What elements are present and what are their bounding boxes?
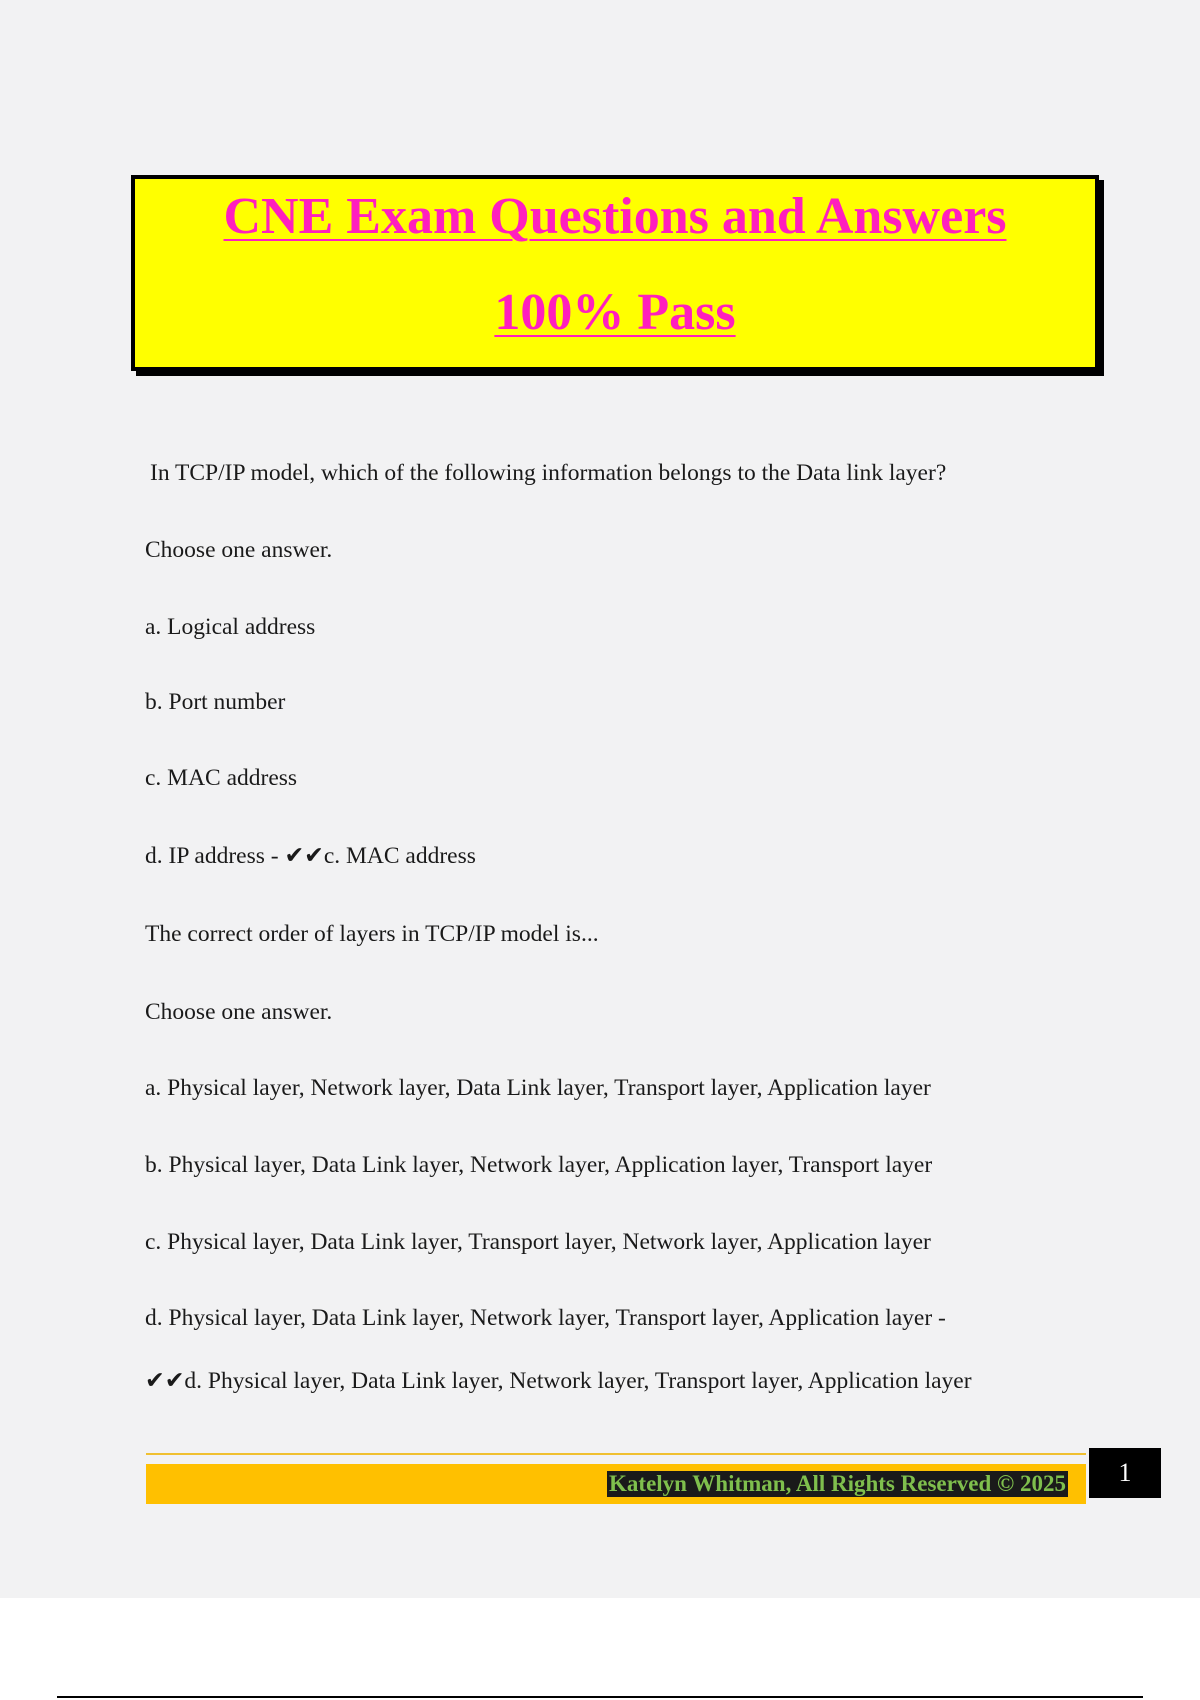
question-2-option-b: b. Physical layer, Data Link layer, Network layer, Application layer, Transport layer [145, 1152, 933, 1178]
title-box [131, 175, 1099, 371]
question-2-option-d: d. Physical layer, Data Link layer, Network layer, Transport layer, Application layer - [145, 1305, 946, 1331]
question-1-instruction: Choose one answer. [145, 537, 333, 563]
question-1-option-c: c. MAC address [145, 765, 298, 791]
footer-copyright: Katelyn Whitman, All Rights Reserved © 2025 [609, 1471, 1066, 1496]
title-line-2: 100% Pass [494, 284, 736, 341]
question-1-option-d-answer: d. IP address - ✔✔c. MAC address [145, 843, 476, 869]
question-1-option-b: b. Port number [145, 689, 286, 715]
question-2-option-c: c. Physical layer, Data Link layer, Transport layer, Network layer, Application layer [145, 1229, 931, 1255]
question-2-option-a: a. Physical layer, Network layer, Data Link layer, Transport layer, Application layer [145, 1075, 931, 1101]
question-1-text: In TCP/IP model, which of the following information belongs to the Data link layer? [150, 460, 947, 486]
title-line-1: CNE Exam Questions and Answers [223, 188, 1007, 245]
question-2-answer: ✔✔d. Physical layer, Data Link layer, Network layer, Transport layer, Application layer [145, 1368, 972, 1394]
bottom-divider [57, 1696, 1143, 1698]
page-number: 1 [1089, 1448, 1161, 1498]
question-2-instruction: Choose one answer. [145, 999, 333, 1025]
question-1-option-a: a. Logical address [145, 614, 316, 640]
footer-bar [146, 1464, 1086, 1504]
footer-divider [146, 1453, 1086, 1455]
question-2-text: The correct order of layers in TCP/IP model is... [145, 921, 599, 947]
